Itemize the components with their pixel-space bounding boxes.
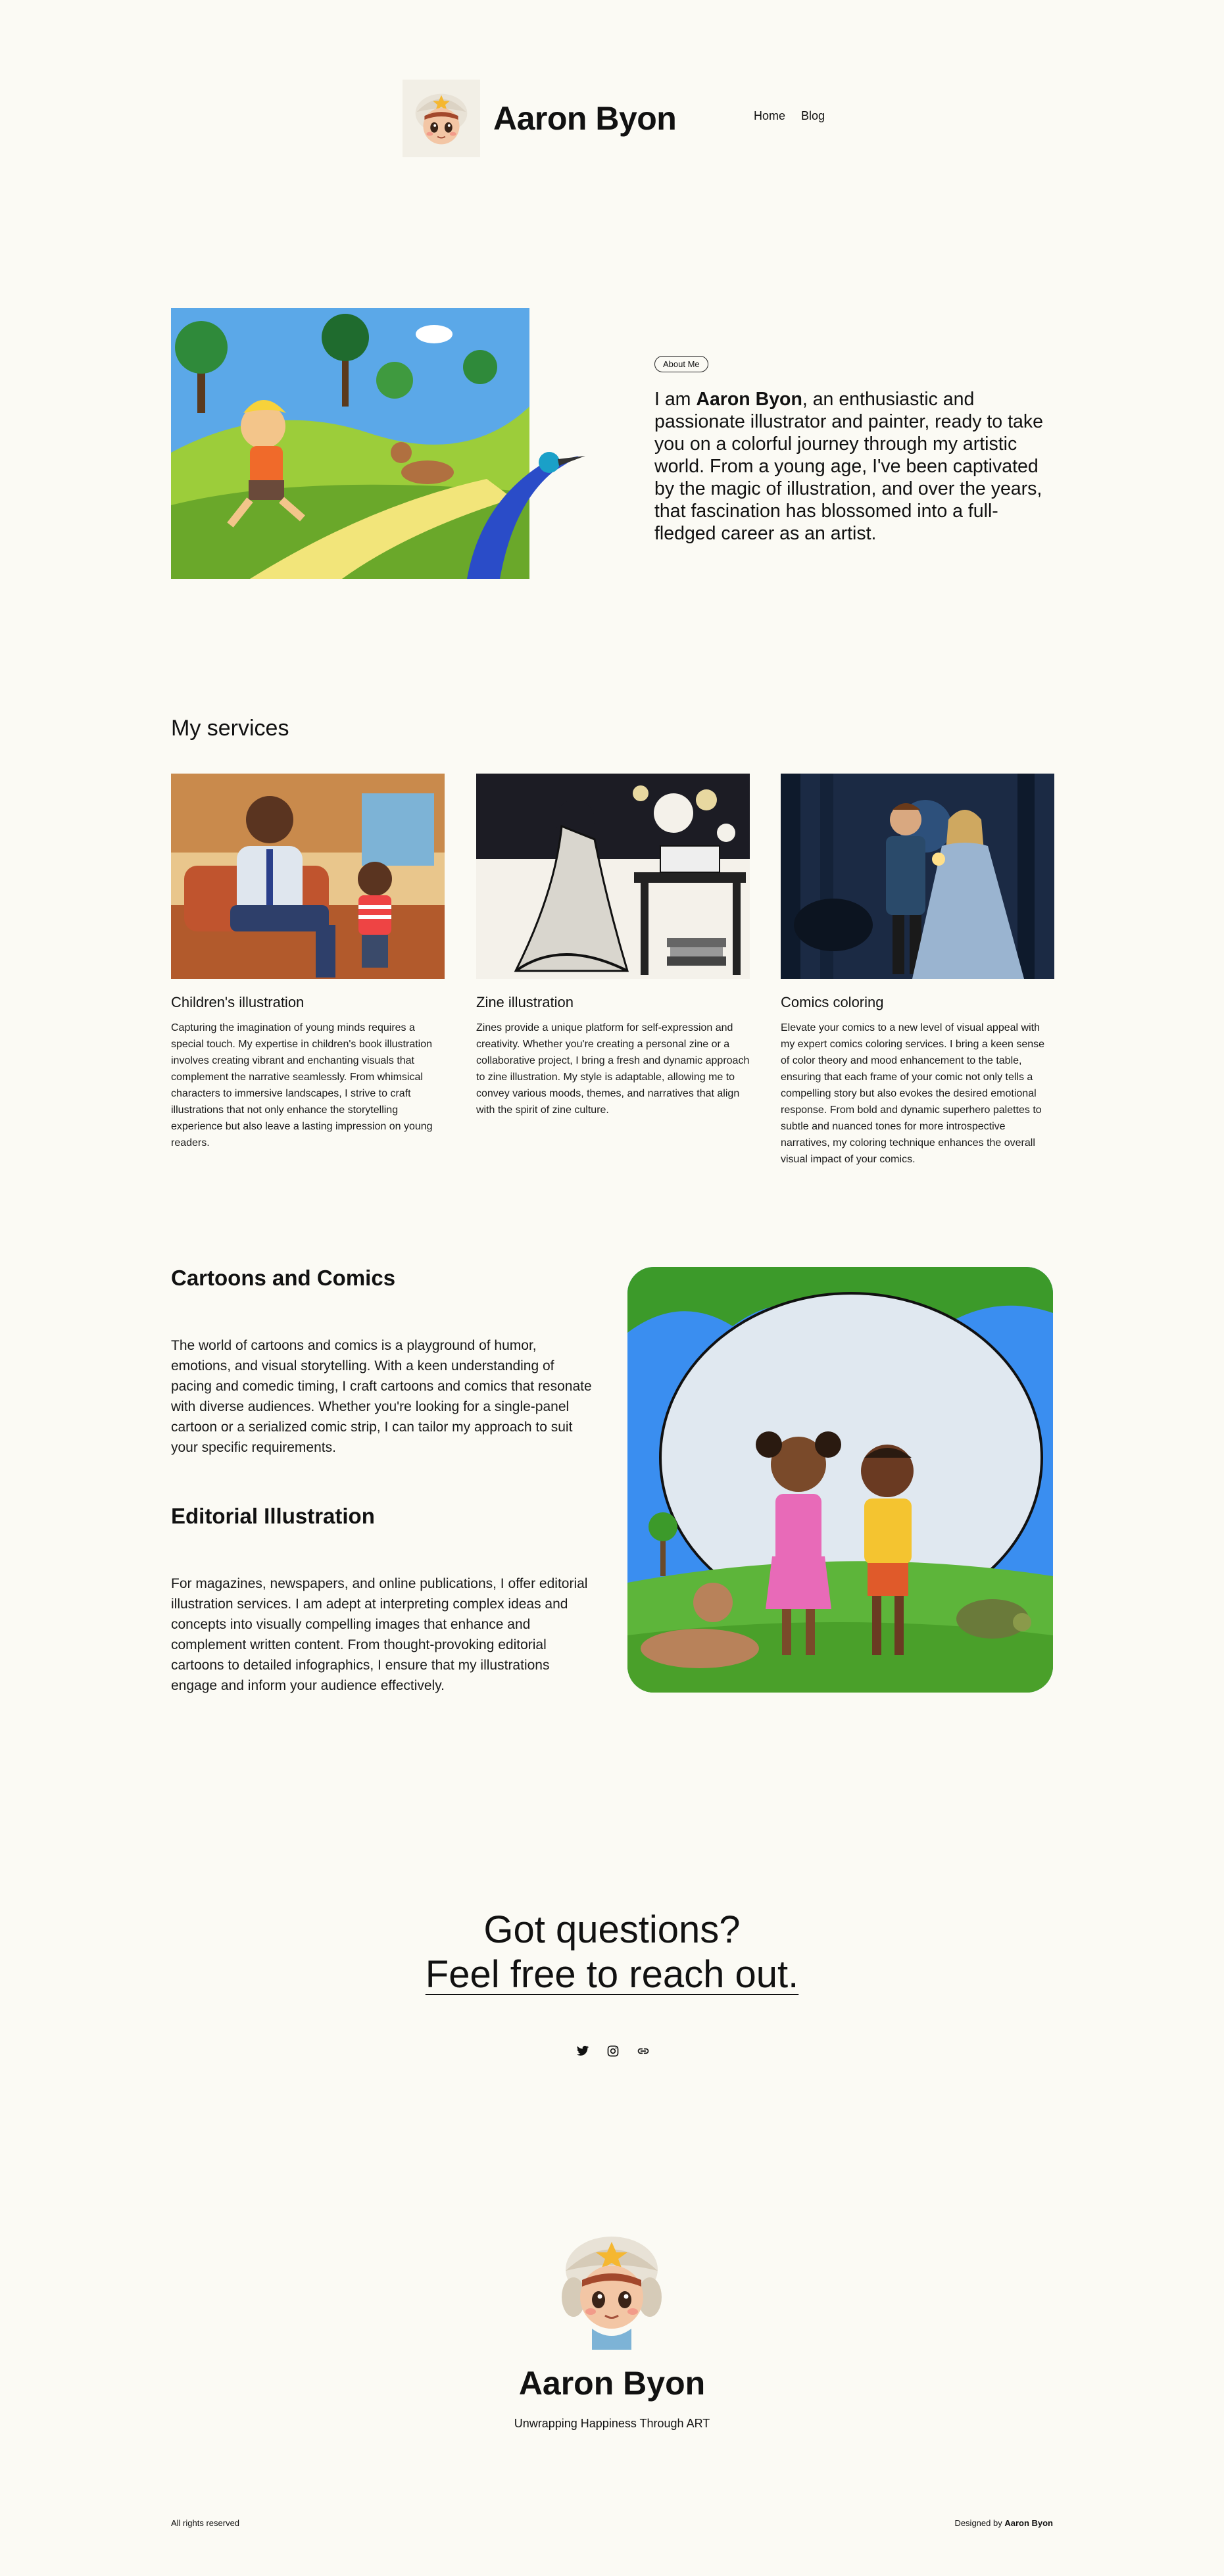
footer-name: Aaron Byon — [518, 2365, 706, 2402]
designer-name[interactable]: Aaron Byon — [1004, 2518, 1053, 2528]
designed-by — [954, 2518, 1053, 2528]
kids-illustration — [627, 1267, 1053, 1693]
cartoons-body: The world of cartoons and comics is a playground of humor, emotions, and visual storytelling. With a keen understanding of pacing and comedic timing, I craft cartoons and comics that resonate with diverse audiences. Whether you're looking for a single-panel cartoon or a serialized comic strip, I can tailor my approach to suit your specific requirements. — [171, 1338, 592, 1455]
service-desc: Elevate your comics to a new level of visual appeal with my expert comics coloring services. I bring a keen sense of color theory and mood enhancement to the table, ensuring that each frame of your comic not only tells a compelling story but also evokes the desired emotional response. From bold and dynamic superhero palettes to subtle and nuanced tones for more introspective narratives, my coloring technique enhances the overall visual impact of your comics. — [781, 1022, 1045, 1165]
service-card — [171, 774, 445, 1151]
about-text-suffix: , an enthusiastic and passionate illustrator and painter, ready to take you on a colorful journey through my artistic world. From a young age, I've been captivated by the magic of illustration, and over the years, that fascination has blossomed into a full-fledged career as an artist. — [654, 389, 1043, 544]
twitter-icon[interactable] — [576, 2044, 589, 2058]
contact-question: Got questions? — [483, 1908, 741, 1951]
zine-illustration-image — [476, 774, 750, 979]
service-card — [781, 774, 1054, 1168]
about-illustration — [171, 308, 585, 579]
social-links — [576, 2044, 650, 2058]
comics-coloring-image — [781, 774, 1054, 979]
header — [403, 78, 676, 159]
service-name: Comics coloring — [781, 994, 884, 1010]
link-icon[interactable] — [637, 2044, 650, 2058]
editorial-body: For magazines, newspapers, and online publications, I offer editorial illustration services. I am adept at interpreting complex ideas and concepts into visually compelling images that enhance and complement written content. From thought-provoking editorial cartoons to detailed infographics, I ensure that my illustrations engage and inform your audience effectively. — [171, 1576, 588, 1693]
instagram-icon[interactable] — [606, 2044, 620, 2058]
service-name: Children's illustration — [171, 994, 305, 1010]
designed-by-prefix: Designed by — [954, 2518, 1005, 2528]
rights-text: All rights reserved — [171, 2518, 240, 2528]
footer-avatar — [546, 2218, 677, 2350]
about-pill: About Me — [654, 356, 708, 372]
service-desc: Zines provide a unique platform for self-expression and creativity. Whether you're creating a personal zine or a collaborative project, I bring a fresh and dynamic approach to zine illustration. My style is adaptable, allowing me to convey various moods, themes, and narratives that align with the spirit of zine culture. — [476, 1022, 750, 1116]
service-card — [476, 774, 750, 1118]
about-text — [654, 388, 1056, 545]
footer-tagline: Unwrapping Happiness Through ART — [514, 2417, 710, 2430]
contact-link[interactable]: Feel free to reach out. — [425, 1953, 799, 1996]
main-nav — [754, 109, 825, 123]
about-name: Aaron Byon — [696, 389, 802, 410]
about-text-prefix: I am — [654, 389, 697, 410]
childrens-illustration-image — [171, 774, 445, 979]
avatar[interactable] — [403, 80, 480, 157]
nav-blog-link[interactable]: Blog — [801, 109, 825, 122]
site-title[interactable]: Aaron Byon — [493, 100, 677, 137]
editorial-title: Editorial Illustration — [171, 1504, 375, 1528]
nav-home-link[interactable]: Home — [754, 109, 786, 122]
contact-section — [0, 1908, 1224, 1997]
service-name: Zine illustration — [476, 994, 574, 1010]
services-title: My services — [171, 716, 289, 741]
cartoons-title: Cartoons and Comics — [171, 1266, 396, 1290]
service-desc: Capturing the imagination of young minds requires a special touch. My expertise in children's book illustration involves creating vibrant and enchanting visuals that complement the narrative seamlessly. From whimsical characters to immersive landscapes, I strive to craft illustrations that not only enhance the storytelling experience but also leave a lasting impression on young readers. — [171, 1022, 433, 1149]
